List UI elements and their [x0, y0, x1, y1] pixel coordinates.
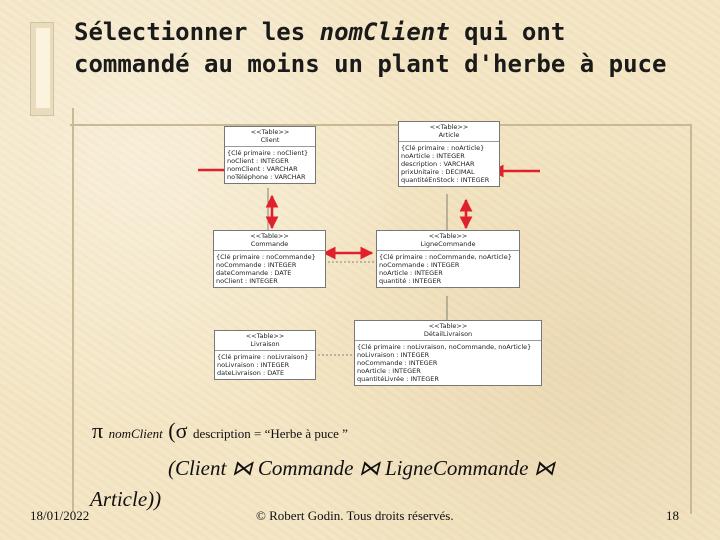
formula-line-1: [92, 418, 348, 444]
table-header: [214, 231, 325, 251]
sigma-symbol: σ: [175, 418, 188, 443]
table-name: LigneCommande: [420, 240, 476, 248]
table-attribute: noCommande : INTEGER: [216, 261, 297, 269]
table-attribute: {Clé primaire : noLivraison, noCommande, noArticle}: [357, 343, 532, 351]
table-attribute: quantité : INTEGER: [379, 277, 442, 285]
table-attribute: noTéléphone : VARCHAR: [227, 173, 306, 181]
table-attribute: {Clé primaire : noCommande}: [216, 253, 316, 261]
table-attribute: nomClient : VARCHAR: [227, 165, 298, 173]
pi-symbol: π: [92, 418, 104, 443]
title-emphasis: nomClient: [319, 18, 450, 46]
title-part1: Sélectionner les: [74, 18, 320, 46]
table-attributes: [399, 142, 499, 186]
table-attribute: noArticle : INTEGER: [401, 152, 465, 160]
table-header: [399, 122, 499, 142]
table-attribute: noArticle : INTEGER: [357, 367, 421, 375]
table-attribute: {Clé primaire : noClient}: [227, 149, 309, 157]
table-attributes: [215, 351, 315, 379]
table-stereotype: <<Table>>: [250, 128, 290, 136]
table-attribute: noLivraison : INTEGER: [357, 351, 430, 359]
uml-table-commande: [213, 230, 326, 288]
projection-attribute: nomClient: [108, 426, 163, 441]
table-attribute: prixUnitaire : DECIMAL: [401, 168, 475, 176]
table-attribute: {Clé primaire : noLivraison}: [217, 353, 309, 361]
table-attribute: dateLivraison : DATE: [217, 369, 285, 377]
table-header: [215, 331, 315, 351]
uml-table-client: [224, 126, 316, 184]
table-attribute: noClient : INTEGER: [216, 277, 278, 285]
table-attributes: [214, 251, 325, 287]
uml-table-detaillivraison: [354, 320, 542, 386]
table-stereotype: <<Table>>: [429, 123, 469, 131]
table-attribute: noClient : INTEGER: [227, 157, 289, 165]
table-name: Article: [438, 131, 460, 139]
table-name: Commande: [250, 240, 289, 248]
uml-table-livraison: [214, 330, 316, 380]
table-attribute: {Clé primaire : noArticle}: [401, 144, 485, 152]
table-header: [377, 231, 519, 251]
formula-line-3: Article)): [90, 487, 162, 511]
table-name: Client: [260, 136, 280, 144]
table-attribute: description : VARCHAR: [401, 160, 475, 168]
formula-line-2: (Client ⋈ Commande ⋈ LigneCommande ⋈: [168, 456, 555, 480]
table-header: [355, 321, 541, 341]
footer-date: 18/01/2022: [30, 508, 90, 523]
table-header: [225, 127, 315, 147]
selection-condition: description = “Herbe à puce ”: [192, 426, 348, 441]
table-attributes: [225, 147, 315, 183]
uml-table-lignecommande: [376, 230, 520, 288]
table-attribute: noArticle : INTEGER: [379, 269, 443, 277]
table-name: DétailLivraison: [423, 330, 473, 338]
table-stereotype: <<Table>>: [250, 232, 289, 240]
table-attribute: noCommande : INTEGER: [357, 359, 438, 367]
page-number: 18: [666, 508, 679, 523]
table-stereotype: <<Table>>: [245, 332, 285, 340]
table-attribute: {Clé primaire : noCommande, noArticle}: [379, 253, 512, 261]
table-attributes: [355, 341, 541, 385]
table-stereotype: <<Table>>: [428, 322, 468, 330]
table-name: Livraison: [250, 340, 280, 348]
open-paren: (: [162, 418, 176, 443]
title-part2: qui ont commandé au moins un plant d'herbe à puce: [74, 18, 667, 78]
table-attribute: noCommande : INTEGER: [379, 261, 460, 269]
uml-table-article: [398, 121, 500, 187]
table-stereotype: <<Table>>: [428, 232, 468, 240]
table-attributes: [377, 251, 519, 287]
table-attribute: quantitéEnStock : INTEGER: [401, 176, 490, 184]
table-attribute: quantitéLivrée : INTEGER: [357, 375, 439, 383]
table-attribute: dateCommande : DATE: [216, 269, 292, 277]
footer-copyright: © Robert Godin. Tous droits réservés.: [256, 508, 454, 523]
table-attribute: noLivraison : INTEGER: [217, 361, 290, 369]
